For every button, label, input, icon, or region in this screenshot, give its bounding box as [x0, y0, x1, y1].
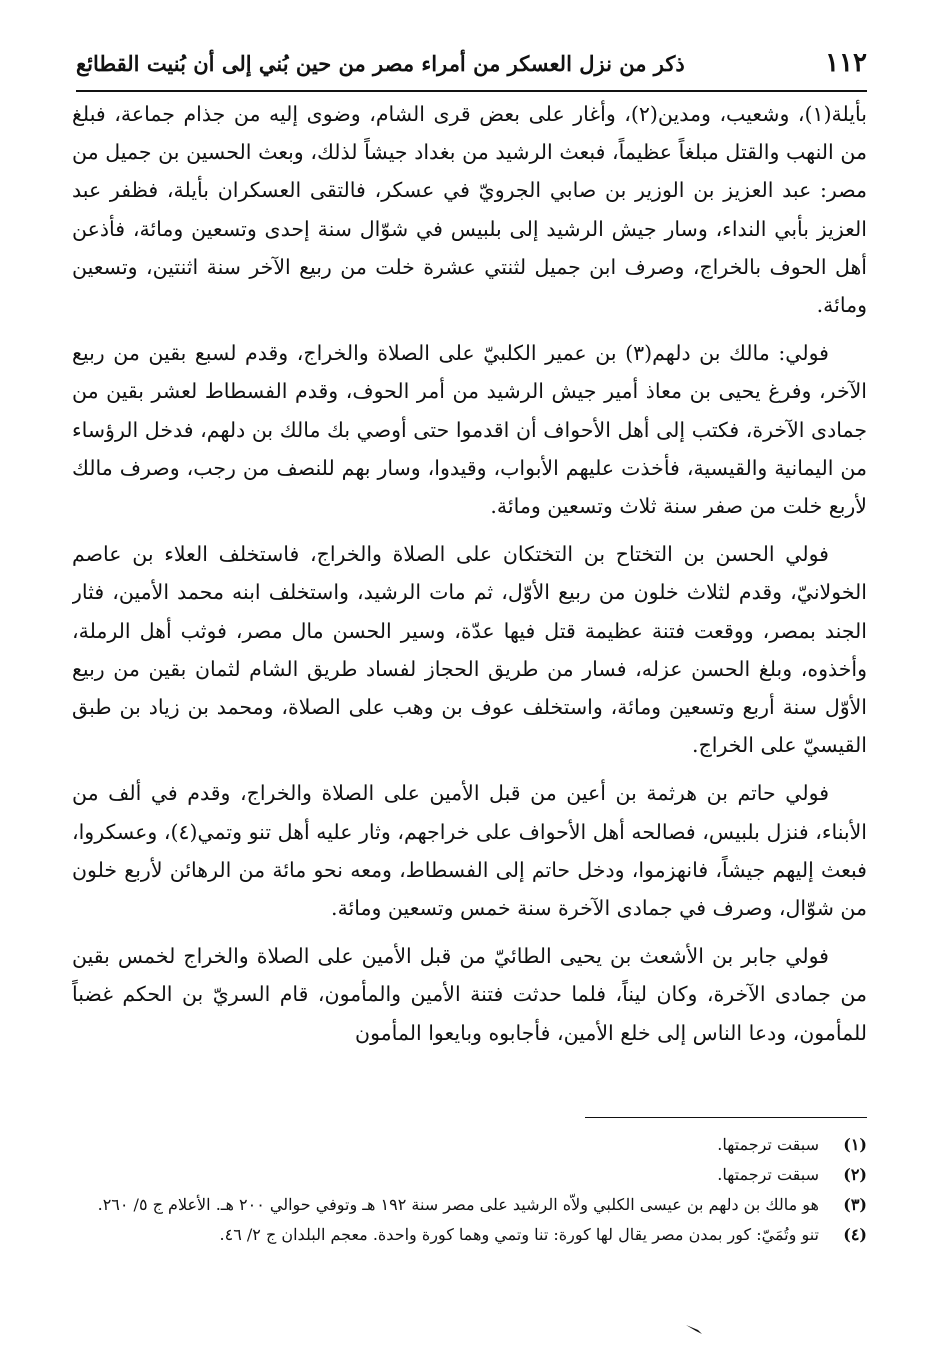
footnote-number: (٣)	[843, 1195, 867, 1214]
paragraph: بأيلة(١)، وشعيب، ومدين(٢)، وأغار على بعض قرى الشام، وضوى إليه من جذام جماعة، فبلغ من النهب والقتل مبلغاً عظيماً، فبعث الرشيد من بغداد جيشاً لذلك، وبعث الحسين بن جميل من مصر: عبد العزيز بن الوزير بن صابي الجرويّ في عسكر، فالتقى العسكران بأيلة، فظفر عبد العزيز بأبي النداء، وسار جيش الرشيد إلى بلبيس في شوّال سنة إحدى وتسعين ومائة، فأذعن أهل الحوف بالخراج، وصرف ابن جميل لثنتي عشرة خلت من ربيع الآخر سنة اثنتين، وتسعين ومائة.	[72, 102, 867, 318]
footnote-number: (٢)	[843, 1165, 867, 1184]
paragraph: فولي حاتم بن هرثمة بن أعين من قبل الأمين على الصلاة والخراج، وقدم في ألف من الأبناء، فنزل بلبيس، فصالحه أهل الأحواف على خراجهم، وثار عليه أهل تنو وتمي(٤)، وعسكروا، فبعث إليهم جيشاً، فانهزموا، ودخل حاتم إلى الفسطاط، ومعه نحو مائة من الرهائن لأربع خلون من شوّال، وصرف في جمادى الآخرة سنة خمس وتسعين ومائة.	[72, 781, 867, 921]
scan-mark-icon	[684, 1322, 704, 1336]
paragraph: فولي الحسن بن التختاح بن التختكان على الصلاة والخراج، فاستخلف العلاء بن عاصم الخولانيّ، وقدم لثلاث خلون من ربيع الأوّل، ثم مات الرشيد، واستخلف ابنه محمد الأمين، فثار الجند بمصر، ووقعت فتنة عظيمة قتل فيها عدّة، وسير الحسن مال مصر، فوثب أهل الرملة، وأخذوه، وبلغ الحسن عزله، فسار من طريق الحجاز لفساد طريق الشام لثمان بقين من ربيع الأوّل سنة أربع وتسعين ومائة، واستخلف عوف بن وهب على الصلاة، ومحمد بن زياد بن طبق القيسيّ على الخراج.	[72, 542, 867, 758]
footnote	[72, 1190, 867, 1220]
page-number: ١١٢	[825, 48, 867, 78]
footnote-text: هو مالك بن دلهم بن عيسى الكلبي ولاّه الرشيد على مصر سنة ١٩٢ هـ وتوفي حوالي ٢٠٠ هـ. الأعلام ج ٥/ ٢٦٠.	[97, 1195, 819, 1214]
header-rule	[76, 90, 867, 92]
footnote	[72, 1220, 867, 1250]
footnote-text: سبقت ترجمتها.	[717, 1135, 819, 1154]
footnote-number: (٤)	[843, 1225, 867, 1244]
footnote-rule	[585, 1117, 867, 1118]
footnote-number: (١)	[843, 1135, 867, 1154]
paragraph: فولي: مالك بن دلهم(٣) بن عمير الكلبيّ على الصلاة والخراج، وقدم لسبع بقين من ربيع الآخر، وفرغ يحيى بن معاذ أمير جيش الرشيد من أمر الحوف، وقدم الفسطاط لعشر بقين من جمادى الآخرة، فكتب إلى أهل الأحواف أن اقدموا حتى أوصي بك مالك بن دلهم، فدخل الرؤساء من اليمانية والقيسية، فأخذت عليهم الأبواب، وقيدوا، وسار بهم للنصف من رجب، وصرف مالك لأربع خلت من صفر سنة ثلاث وتسعين ومائة.	[72, 341, 867, 519]
footnote-text: تنو وتُمَيّ: كور بمدن مصر يقال لها كورة: تنا وتمي وهما كورة واحدة. معجم البلدان ج ٢/ ٤٦.	[219, 1225, 819, 1244]
running-title: ذكر من نزل العسكر من أمراء مصر من حين بُني إلى أن بُنيت القطائع	[76, 50, 685, 76]
body-text	[72, 95, 867, 1105]
page-header	[76, 38, 867, 88]
footnote	[72, 1160, 867, 1190]
footnotes	[72, 1130, 867, 1250]
footnote-text: سبقت ترجمتها.	[717, 1165, 819, 1184]
footnote	[72, 1130, 867, 1160]
paragraph: فولي جابر بن الأشعث بن يحيى الطائيّ من قبل الأمين على الصلاة والخراج لخمس بقين من جمادى الآخرة، وكان ليناً، فلما حدثت فتنة الأمين والمأمون، قام السريّ بن الحكم غضباً للمأمون، ودعا الناس إلى خلع الأمين، فأجابوه وبايعوا المأمون	[72, 944, 867, 1045]
